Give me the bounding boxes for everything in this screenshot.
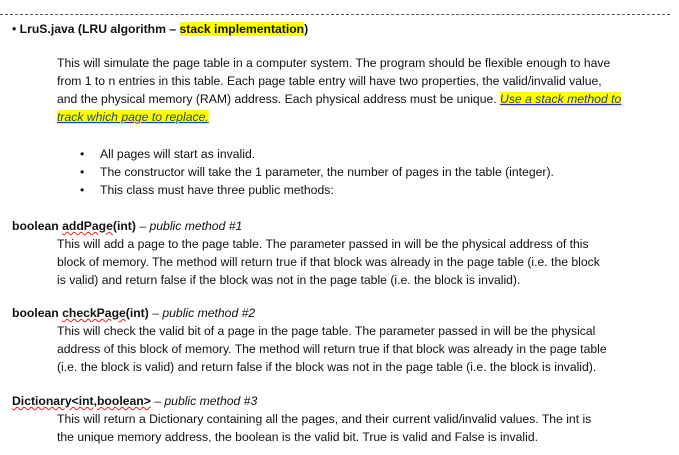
requirements-list xyxy=(80,145,554,199)
stack-method-link-cont[interactable]: track which page to replace. xyxy=(57,110,209,124)
list-item: • All pages will start as invalid. xyxy=(80,147,256,161)
method-name: addPage xyxy=(62,219,113,233)
bullet-dot: • xyxy=(80,183,85,197)
method-signature: Dictionary<int,boolean> xyxy=(12,394,151,408)
intro-line: from 1 to n entries in this table. Each page table entry will have two properties, the valid/invalid value, xyxy=(57,74,602,88)
list-item: • This class must have three public methods: xyxy=(80,183,334,197)
title-suffix: ) xyxy=(304,22,309,36)
intro-paragraph xyxy=(57,54,667,126)
intro-line xyxy=(57,108,667,126)
method-check-description: This will check the valid bit of a page in the page table. The parameter passed in will be the physical address of this block of memory. The method will return true if that block was already in the page table (i.e. the block is valid) and return false if the block was not in the page table (i.e. the block is invalid). xyxy=(57,324,607,374)
intro-line: and the physical memory (RAM) address. Each physical address must be unique. Use a stack method to xyxy=(57,92,622,106)
title-highlight: stack implementation xyxy=(179,22,305,36)
method-add-description: This will add a page to the page table. The parameter passed in will be the physical address of this block of memory. The method will return true if that block was already in the page table (i.e. the block is valid) and return false if the block was not in the page table (i.e. the block is invalid). xyxy=(57,237,600,287)
method-dictionary-heading: Dictionary<int,boolean> – public method #3 xyxy=(12,394,258,408)
stack-method-link[interactable]: Use a stack method to xyxy=(500,92,622,106)
bullet-dot: • xyxy=(80,147,85,161)
method-check-heading: boolean checkPage(int) – public method #2 xyxy=(12,306,256,320)
title-bullet: • xyxy=(12,22,17,36)
dashed-separator xyxy=(0,14,670,15)
list-item: • The constructor will take the 1 parameter, the number of pages in the table (integer). xyxy=(80,165,554,179)
method-name: checkPage xyxy=(62,306,126,320)
title-prefix: LruS.java (LRU algorithm – xyxy=(19,22,180,36)
method-add-heading: boolean addPage(int) – public method #1 xyxy=(12,219,243,233)
bullet-dot: • xyxy=(80,165,85,179)
method-dictionary-description: This will return a Dictionary containing all the pages, and their current valid/invalid values. The int is the unique memory address, the boolean is the valid bit. True is valid and False is invalid. xyxy=(57,412,592,444)
intro-line: This will simulate the page table in a computer system. The program should be flexible enough to have xyxy=(57,56,611,70)
section-title xyxy=(12,22,308,36)
